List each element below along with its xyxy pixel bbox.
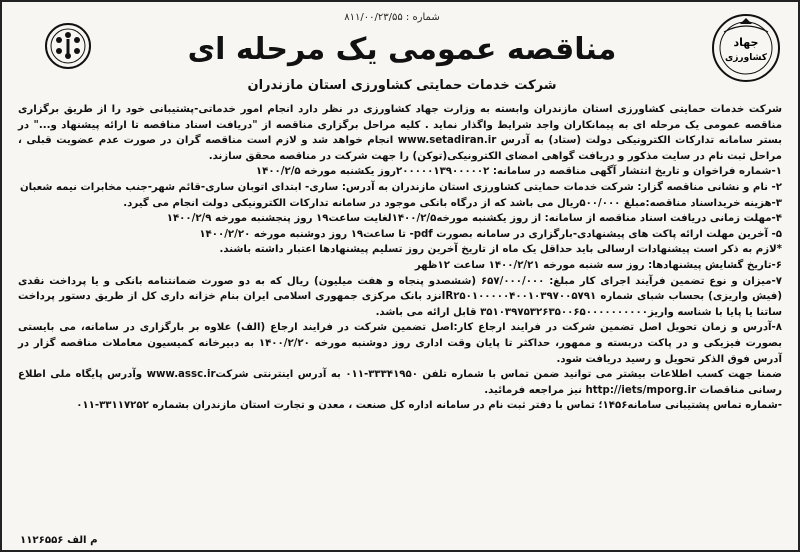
- page-title: مناقصه عمومی یک مرحله ای: [187, 32, 617, 67]
- item-1-announcement-number: ۱-شماره فراخوان و تاریخ انتشار آگهی مناقصه در سامانه: ۲۰۰۰۰۰۱۳۹۰۰۰۰۰۲روز یکشنبه مورخه ۱۴۰۰/۲/۵: [255, 166, 782, 178]
- logo-text-jihad: جهاد: [733, 36, 759, 49]
- intro-paragraph: شرکت خدمات حمایتی کشاورزی استان مازندران وابسته به وزارت جهاد کشاورزی در نظر دارد انجام امور خدماتی-پشتیبانی خود را از طریق برگزاری مناقصه عمومی یک مرحله ای به پیمانکاران واجد شرایط واگذار نماید . کلیه مراحل برگزاری مناقصه از "دریافت اسناد مناقصه تا ارائه پیشنهاد و..." در بستر سامانه تدارکات الکترونیکی دولت (ستاد) به آدرس www.setadiran.ir انجام خواهد شد و لازم است مناقصه گران در صورت عدم عضویت قبلی ، مراحل ثبت نام در سایت مذکور و دریافت گواهی امضای الکترونیکی(توکن) را جهت شرکت در مناقصه محقق سازند.: [18, 104, 782, 162]
- iran-emblem-logo: [44, 22, 92, 70]
- validity-note: *لازم به ذکر است پیشنهادات ارسالی باید حداقل یک ماه از تاریخ آخرین روز تسلیم پیشنهادها اعتبار داشته باشند.: [219, 244, 782, 256]
- item-8-guarantee-delivery: ۸-آدرس و زمان تحویل اصل تضمین شرکت در فرایند ارجاع کار:اصل تضمین شرکت در فرایند ارجاع (الف) علاوه بر بارگزاری در سامانه، می بایستی بصورت فیزیکی و در پاکت دربسته و ممهور، حداکثر تا پایان وقت اداری روز دوشنبه مورخه ۱۴۰۰/۲/۲۰ به دبیرخانه کمیسیون معاملات مناقصه گزار در آدرس فوق الذکر تحویل و رسید دریافت شود.: [18, 322, 783, 365]
- ad-code: م الف ۱۱۲۶۵۵۶: [20, 535, 98, 546]
- reference-number: شماره : ۸۱۱/۰۰/۲۳/۵۵: [344, 12, 440, 23]
- item-7-guarantee: ۷-میزان و نوع تضمین فرآیند اجرای کار مبلغ: ۶۵۷/۰۰۰/۰۰۰ (ششصدو پنجاه و هفت میلیون) ریال که به دو صورت ضمانتنامه بانکی و یا پرداخت نقدی (فیش واریزی) بحساب شبای شماره IR۲۵۰۱۰۰۰۰۰۴۰۰۱۰۳۹۷۰۰۵۷۹۱نزد بانک مرکزی جمهوری اسلامی ایران بنام خزانه داری کل از طریق دستور پرداخت ساتنا یا پایا با شناسه واریز۳۵۱۰۳۹۷۵۳۲۶۳۵۰۰۶۵۰۰۰۰۰۰۰۰۰۰ قابل ارائه می باشد.: [18, 275, 783, 318]
- item-3-document-fee: ۳-هزینه خریداسناد مناقصه:مبلغ ۵۰۰/۰۰۰ریال می باشد که از درگاه بانکی موجود در سامانه تدارکات الکترونیکی دولت انجام می گیرد.: [123, 197, 782, 209]
- item-5-submission-deadline: ۵- آخرین مهلت ارائه پاکت های پیشنهادی-بارگزاری در سامانه بصورت pdf- تا ساعت۱۹ روز دوشنبه مورخه ۱۴۰۰/۲/۲۰: [199, 228, 782, 240]
- item-6-opening-date: ۶-تاریخ گشایش پیشنهادها: روز سه شنبه مورخه ۱۴۰۰/۲/۲۱ ساعت ۱۲ظهر: [414, 259, 782, 271]
- page-subtitle: شرکت خدمات حمایتی کشاورزی استان مازندران: [247, 78, 557, 93]
- item-4-document-deadline: ۴-مهلت زمانی دریافت اسناد مناقصه از سامانه: از روز یکشنبه مورخه۱۴۰۰/۲/۵لغایت ساعت۱۹ روز پنجشنبه مورخه ۱۴۰۰/۲/۹: [166, 213, 782, 225]
- logo-text-keshavarzi: کشاورزی: [725, 53, 767, 63]
- item-2-tenderer-address: ۲- نام و نشانی مناقصه گزار: شرکت خدمات حمایتی کشاورزی استان مازندران به آدرس: ساری- ابتدای اتوبان ساری-قائم شهر-جنب مخابرات نیمه شعبان: [19, 181, 782, 193]
- notice-body: [18, 102, 782, 414]
- contact-info: ضمنا جهت کسب اطلاعات بیشتر می توانید ضمن تماس با شماره تلفن ۳۳۳۴۱۹۵۰-۰۱۱ به آدرس اینترنتی شرکتwww.assc.ir وآدرس پایگاه ملی اطلاع رسانی مناقصات http://iets/mporg.ir نیز مراجعه فرمائید.: [18, 369, 782, 396]
- support-phone: -شماره تماس پشتیبانی سامانه۱۴۵۶؛ تماس با دفتر ثبت نام در سامانه اداره کل صنعت ، معدن و تجارت استان مازندران بشماره ۳۳۱۱۷۲۵۲-۰۱۱: [76, 400, 782, 412]
- jihad-keshavarzi-logo: [710, 12, 782, 84]
